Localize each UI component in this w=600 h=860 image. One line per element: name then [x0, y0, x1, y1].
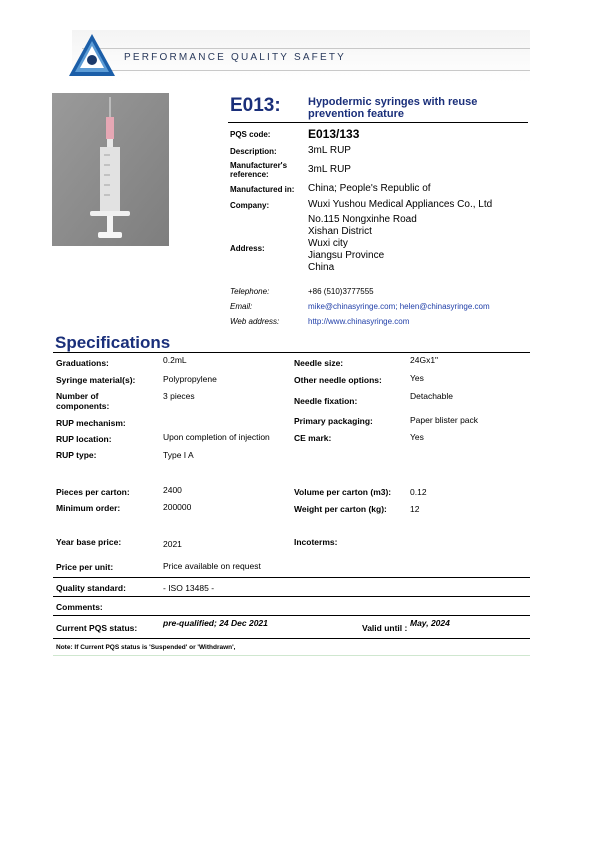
description-label: Description:: [230, 147, 277, 156]
address-label: Address:: [230, 244, 265, 253]
spec-value: Type I A: [163, 450, 194, 460]
email-label: Email:: [230, 302, 253, 311]
spec-value: 0.2mL: [163, 355, 187, 365]
pqs-code-value: E013/133: [308, 127, 360, 141]
divider: [53, 615, 530, 616]
manufacturer-ref-label: Manufacturer's reference:: [230, 161, 288, 179]
pqs-triangle-logo-icon: [67, 32, 117, 78]
header-banner: [52, 30, 530, 80]
email-link[interactable]: mike@chinasyringe.com; helen@chinasyringe.com: [308, 302, 490, 311]
spec-value: 2021: [163, 539, 182, 549]
address-line: Xishan District: [308, 226, 372, 237]
status-note: Note: If Current PQS status is 'Suspended' or 'Withdrawn',: [56, 644, 236, 651]
spec-label: CE mark:: [294, 433, 332, 443]
spec-label: Primary packaging:: [294, 416, 373, 426]
address-line: No.115 Nongxinhe Road: [308, 214, 417, 225]
spec-label: Needle fixation:: [294, 396, 358, 406]
spec-value: Polypropylene: [163, 374, 217, 384]
spec-label: RUP location:: [56, 434, 112, 444]
spec-value: 0.12: [410, 487, 427, 497]
product-title: Hypodermic syringes with reuse prevention feature: [308, 96, 478, 120]
spec-label: RUP type:: [56, 450, 97, 460]
description-value: 3mL RUP: [308, 145, 351, 156]
pqs-status-label: Current PQS status:: [56, 623, 138, 633]
company-value: Wuxi Yushou Medical Appliances Co., Ltd: [308, 199, 493, 210]
tagline: PERFORMANCE QUALITY SAFETY: [124, 52, 347, 63]
valid-until-value: May, 2024: [410, 618, 450, 628]
spec-label: Year base price:: [56, 537, 122, 547]
spec-label: Syringe material(s):: [56, 375, 136, 385]
divider: [53, 352, 530, 353]
quality-standard-label: Quality standard:: [56, 583, 126, 593]
syringe-photo-icon: [52, 93, 169, 246]
spec-label: Weight per carton (kg):: [294, 504, 387, 514]
quality-standard-value: - ISO 13485 -: [163, 583, 215, 593]
spec-value: Yes: [410, 373, 424, 383]
spec-label: Volume per carton (m3):: [294, 487, 392, 497]
manufactured-in-value: China; People's Republic of: [308, 183, 431, 194]
web-link[interactable]: http://www.chinasyringe.com: [308, 317, 410, 326]
address-line: Wuxi city: [308, 238, 348, 249]
spec-value: Yes: [410, 432, 424, 442]
comments-label: Comments:: [56, 602, 103, 612]
manufacturer-ref-value: 3mL RUP: [308, 164, 351, 175]
pqs-status-value: pre-qualified; 24 Dec 2021: [163, 618, 268, 628]
divider: [53, 638, 530, 639]
address-line: China: [308, 262, 335, 273]
spec-label: Incoterms:: [294, 537, 338, 547]
spec-value: Paper blister pack: [410, 415, 479, 425]
spec-value: 200000: [163, 502, 192, 512]
pqs-code-label: PQS code:: [230, 130, 271, 139]
web-label: Web address:: [230, 317, 280, 326]
spec-label: Minimum order:: [56, 503, 121, 513]
spec-label: Other needle options:: [294, 375, 382, 385]
note-box: [53, 641, 530, 656]
spec-value: 2400: [163, 485, 182, 495]
address-line: Jiangsu Province: [308, 250, 385, 261]
telephone-label: Telephone:: [230, 287, 270, 296]
specifications-title: Specifications: [55, 333, 171, 352]
divider: [53, 596, 530, 597]
divider: [228, 122, 528, 123]
spec-value: Upon completion of injection: [163, 432, 270, 442]
spec-label: RUP mechanism:: [56, 418, 126, 428]
spec-label: Pieces per carton:: [56, 487, 130, 497]
spec-value: Detachable: [410, 391, 454, 401]
spec-label: Price per unit:: [56, 562, 114, 572]
spec-label: Needle size:: [294, 358, 344, 368]
telephone-value: +86 (510)3777555: [308, 287, 374, 296]
spec-label: Number of components:: [56, 391, 110, 411]
spec-value: 12: [410, 504, 420, 514]
spec-value: 3 pieces: [163, 391, 195, 401]
divider: [53, 577, 530, 578]
spec-value: Price available on request: [163, 561, 261, 571]
manufactured-in-label: Manufactured in:: [230, 185, 295, 194]
spec-label: Graduations:: [56, 358, 109, 368]
product-code: E013:: [230, 95, 281, 116]
valid-until-label: Valid until :: [362, 623, 408, 633]
company-label: Company:: [230, 201, 270, 210]
spec-value: 24Gx1": [410, 355, 439, 365]
